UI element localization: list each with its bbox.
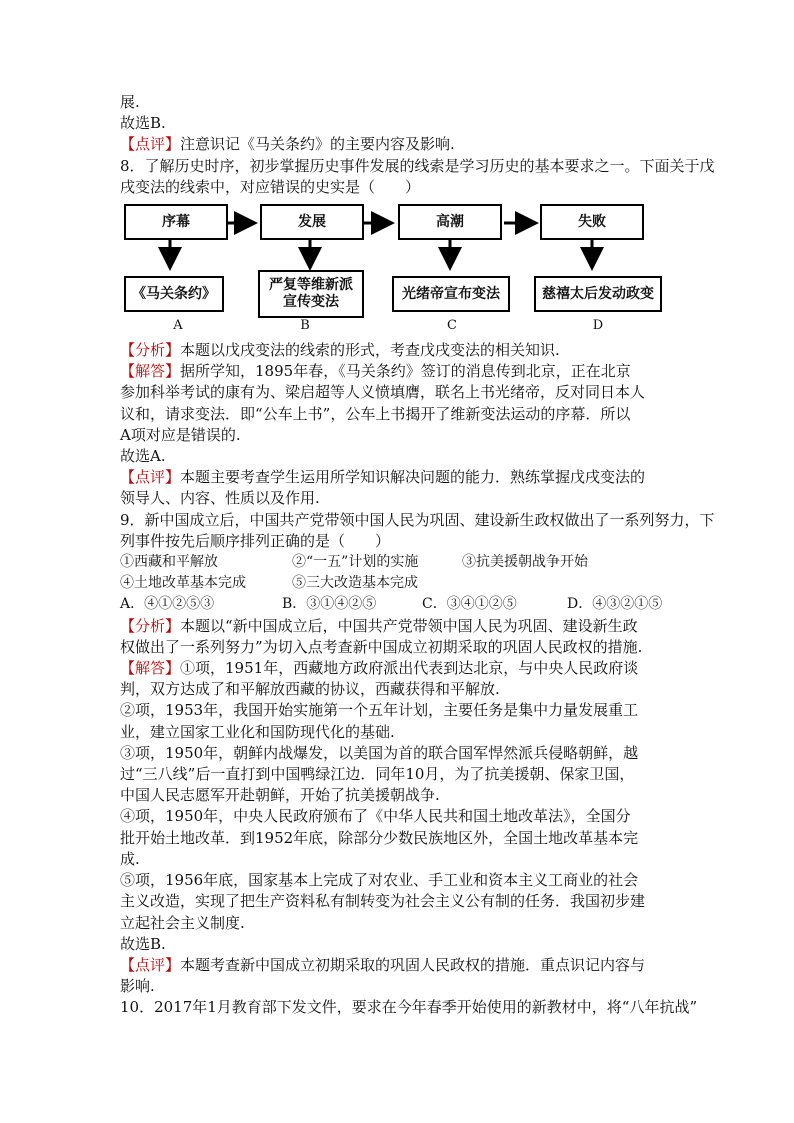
line-text: 影响. [120, 977, 155, 996]
line-text: 判，双方达成了和平解放西藏的协议，西藏获得和平解放. [120, 680, 500, 699]
text-block-before-diagram [120, 92, 715, 198]
line-text: 10．2017年1月教育部下发文件，要求在今年春季开始使用的新教材中，将“八年抗战” [120, 998, 698, 1017]
flow-box-development: 发展 [260, 204, 364, 240]
text-line [120, 955, 680, 976]
text-line [120, 92, 680, 113]
text-line [120, 382, 680, 403]
text-line [120, 340, 680, 361]
line-text: 权做出了一系列努力”为切入点考查新中国成立初期采取的巩固人民政权的措施. [120, 637, 643, 656]
line-text: 参加科举考试的康有为、梁启超等人义愤填膺，联名上书光绪帝，反对同日本人 [120, 383, 646, 402]
flow-box-guangxu: 光绪帝宣布变法 [392, 276, 510, 312]
section-tag: 【分析】 [120, 616, 181, 635]
text-line [120, 510, 715, 531]
line-text: 本题主要考查学生运用所学知识解决问题的能力．熟练掌握戊戌变法的 [180, 468, 646, 487]
text-line [120, 531, 680, 552]
text-line [120, 404, 680, 425]
text-line [120, 722, 680, 743]
line-text: 批开始土地改革．到1952年底，除部分少数民族地区外，全国土地改革基本完 [120, 828, 639, 847]
document-page [120, 92, 715, 1019]
text-line [120, 700, 680, 721]
text-line [120, 743, 680, 764]
section-tag: 【分析】 [120, 341, 181, 360]
flow-box-climax: 高潮 [398, 204, 502, 240]
line-text: 8．了解历史时序，初步掌握历史事件发展的线索是学习历史的基本要求之一。下面关于戊 [120, 156, 715, 175]
flow-box-prelude: 序幕 [124, 204, 228, 240]
line-text: 主义改造，实现了把生产资料私有制转变为社会主义公有制的任务．我国初步建 [120, 892, 646, 911]
text-line [120, 134, 680, 155]
text-line [120, 764, 680, 785]
text-line [120, 425, 680, 446]
option-letter-b: B [300, 318, 310, 334]
section-tag: 【解答】 [120, 362, 181, 381]
text-line [120, 934, 680, 955]
text-line [120, 997, 698, 1018]
line-text: 议和，请求变法．即“公车上书”，公车上书揭开了维新变法运动的序幕．所以 [120, 404, 631, 423]
line-text: 领导人、内容、性质以及作用. [120, 489, 320, 508]
q9-option-b: B．③①④②⑤ [282, 596, 377, 613]
line-text: 9．新中国成立后，中国共产党带领中国人民为巩固、建设新生政权做出了一系列努力，下 [120, 510, 715, 529]
text-line [120, 637, 680, 658]
line-text: 业，建立国家工业化和国防现代化的基础. [120, 722, 395, 741]
line-text: ③项，1950年，朝鲜内战爆发，以美国为首的联合国军悍然派兵侵略朝鲜，越 [120, 743, 639, 762]
q9-item: ③抗美援朝战争开始 [462, 554, 588, 571]
text-line [120, 616, 680, 637]
line-text: 注意识记《马关条约》的主要内容及影响. [180, 135, 455, 154]
flow-box-cixi: 慈禧太后发动政变 [534, 276, 662, 312]
q9-item: ⑤三大改造基本完成 [292, 575, 418, 592]
q9-items-row1 [120, 552, 680, 573]
line-text: A项对应是错误的. [120, 425, 241, 444]
line-text: 展. [120, 93, 140, 111]
line-text: ①项，1951年，西藏地方政府派出代表到达北京，与中央人民政府谈 [180, 659, 639, 678]
text-line [120, 177, 680, 198]
section-tag: 【解答】 [120, 659, 181, 678]
line-text: 过“三八线”后一直打到中国鸭绿江边．同年10月，为了抗美援朝、保家卫国， [120, 765, 635, 784]
q9-option-a: A．④①②⑤③ [120, 596, 215, 613]
q9-option-c: C．③④①②⑤ [422, 596, 517, 613]
line-text: 戌变法的线索中，对应错误的史实是（ ） [120, 177, 421, 196]
q9-item: ①西藏和平解放 [120, 554, 218, 571]
line-text: 本题考查新中国成立初期采取的巩固人民政权的措施．重点识记内容与 [180, 955, 646, 974]
q9-option-d: D．④③②①⑤ [567, 596, 663, 613]
option-letter-a: A [173, 318, 183, 334]
text-line [120, 785, 680, 806]
text-line [120, 976, 680, 997]
q9-items-row2 [120, 573, 680, 594]
text-line [120, 361, 680, 382]
text-line [120, 467, 680, 488]
line-text: 列事件按先后顺序排列正确的是（ ） [120, 531, 391, 550]
text-block-end [120, 616, 698, 1019]
q9-item: ②“一五”计划的实施 [292, 554, 419, 571]
q9-item: ④土地改革基本完成 [120, 575, 246, 592]
text-line [120, 488, 680, 509]
text-line [120, 113, 680, 134]
text-line [120, 891, 680, 912]
line-text: 故选B. [120, 114, 166, 133]
flow-box-treaty: 《马关条约》 [124, 276, 224, 312]
line-text: 故选B. [120, 934, 166, 953]
text-line [120, 679, 680, 700]
section-tag: 【点评】 [120, 468, 181, 487]
option-letter-c: C [447, 318, 457, 334]
line-text: 成. [120, 849, 140, 868]
text-line [120, 658, 680, 679]
line-text: 据所学知，1895年春，《马关条约》签订的消息传到北京，正在北京 [180, 362, 631, 381]
text-line [120, 156, 715, 177]
text-line [120, 828, 680, 849]
line-text: 立起社会主义制度. [120, 913, 245, 932]
flow-box-yanfu: 严复等维新派 宣传变法 [258, 270, 364, 318]
option-letter-d: D [592, 318, 604, 334]
section-tag: 【点评】 [120, 955, 181, 974]
section-tag: 【点评】 [120, 135, 181, 154]
line-text: 故选A. [120, 447, 166, 466]
text-line [120, 913, 680, 934]
line-text: ②项，1953年，我国开始实施第一个五年计划，主要任务是集中力量发展重工 [120, 701, 639, 720]
flow-diagram [120, 204, 680, 336]
line-text: 本题以“新中国成立后，中国共产党带领中国人民为巩固、建设新生政 [180, 616, 638, 635]
text-block-after-diagram [120, 340, 715, 552]
line-text: ④项，1950年，中央人民政府颁布了《中华人民共和国土地改革法》，全国分 [120, 807, 631, 826]
text-line [120, 806, 680, 827]
text-line [120, 446, 680, 467]
text-line [120, 849, 680, 870]
line-text: 本题以戊戌变法的线索的形式，考查戊戌变法的相关知识. [180, 341, 560, 360]
line-text: 中国人民志愿军开赴朝鲜，开始了抗美援朝战争. [120, 786, 440, 805]
text-line [120, 870, 680, 891]
q9-options [120, 594, 680, 615]
line-text: ⑤项，1956年底，国家基本上完成了对农业、手工业和资本主义工商业的社会 [120, 871, 639, 890]
flow-box-failure: 失败 [540, 204, 644, 240]
